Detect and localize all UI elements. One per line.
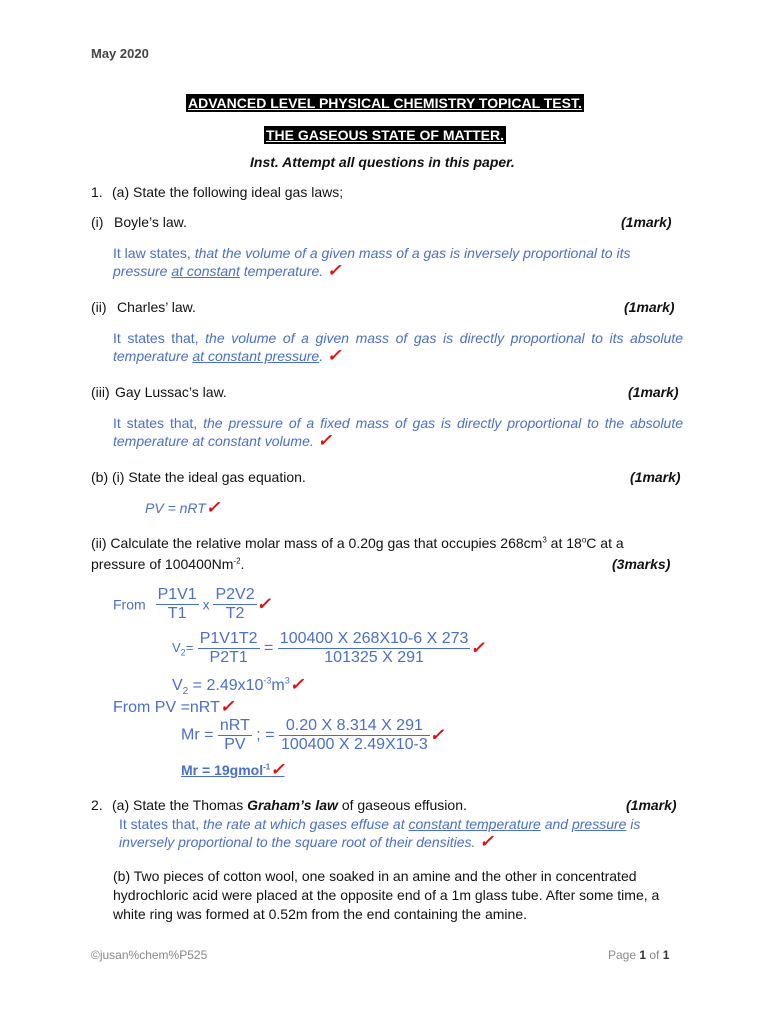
question-1-i-text: Boyle’s law. [114, 214, 187, 230]
question-1-ii-text: Charles’ law. [117, 299, 196, 315]
question-1-iii-text: Gay Lussac’s law. [115, 384, 227, 400]
question-1b-i-text: (b) (i) State the ideal gas equation. [91, 469, 306, 485]
test-title: ADVANCED LEVEL PHYSICAL CHEMISTRY TOPICAL TEST. [188, 95, 582, 111]
calc-combined-gas-law: From $\frac{P1V1}{T1}$ x $\frac{P2V2}{T2}$ ✓ [113, 586, 271, 622]
answer-grahams-law: It states that, the rate at which gases effuse at constant temperature and pressure is inversely proportional to the square root of their densities. ✓ [119, 816, 641, 851]
calc-from-pv: From PV =nRT✓ [113, 697, 235, 716]
question-1b-ii-marks: (3marks) [612, 556, 671, 572]
instruction: Inst. Attempt all questions in this paper. [250, 154, 515, 170]
tick-icon: ✓ [317, 431, 332, 450]
answer-boyles-law: It law states, that the volume of a given mass of a gas is inversely proportional to its pressure at constant temperature. ✓ [113, 245, 631, 280]
question-1b-ii-text: (ii) Calculate the relative molar mass of a 0.20g gas that occupies $268cm^3$ at 18$^o$C at a [91, 535, 624, 551]
page-number: Page 1 of 1 [608, 948, 670, 962]
answer-ideal-gas-equation: PV = nRT✓ [145, 498, 221, 517]
tick-icon: ✓ [270, 760, 285, 779]
question-1-i-marks: (1mark) [621, 214, 672, 230]
tick-icon: ✓ [289, 675, 305, 694]
question-2a-marks: (1mark) [626, 797, 677, 813]
question-1-i-label: (i) [91, 214, 104, 230]
question-1-iii-marks: (1mark) [628, 384, 679, 400]
tick-icon: ✓ [256, 594, 271, 614]
calc-v2-substitution: $V_2=$ $\frac{P1V1T2}{P2T1}$ = $\frac{100400 X 268X10-6 X 273}{101325 X 291}$ ✓ [172, 630, 485, 666]
question-2a-text: (a) State the Thomas Graham’s law of gaseous effusion. [112, 797, 467, 813]
question-1b-i-marks: (1mark) [630, 469, 681, 485]
document-date: May 2020 [91, 46, 149, 61]
question-2-number: 2. [91, 797, 103, 813]
tick-icon: ✓ [429, 725, 445, 745]
question-2b-text: (b) Two pieces of cotton wool, one soaked in an amine and the other in concentrated hydrochloric acid were placed at the opposite end of a 1m glass tube. After some time, a white ring was formed at 0.52m from the end containing the amine. [113, 868, 660, 922]
tick-icon: ✓ [205, 498, 221, 517]
answer-gay-lussac-law: It states that, the pressure of a fixed mass of gas is directly proportional to the absolute temperature at constant volume. ✓ [113, 415, 683, 450]
calc-molar-mass-result: Mr = 19gmol$^{-1}$✓ [181, 760, 285, 779]
tick-icon: ✓ [327, 346, 342, 365]
question-1-intro: (a) State the following ideal gas laws; [112, 184, 344, 200]
tick-icon: ✓ [479, 832, 494, 851]
question-1-iii-label: (iii) [91, 384, 110, 400]
calc-v2-result: $V_2$ = $2.49x10^{-3}m^3✓$ [172, 675, 305, 698]
test-subtitle: THE GASEOUS STATE OF MATTER. [266, 127, 504, 143]
question-1b-ii-text-line2: pressure of $100400Nm^{-2}$. [91, 556, 245, 572]
calc-molar-mass: Mr = nRT PV ; = $\frac{0.20 X 8.314 X 291}{100400 X 2.49X10-3}$ ✓ [181, 717, 445, 753]
question-1-ii-marks: (1mark) [624, 299, 675, 315]
footer-copyright: ©jusan%chem%P525 [91, 948, 208, 962]
question-1-ii-label: (ii) [91, 299, 107, 315]
question-1-number: 1. [91, 184, 103, 200]
tick-icon: ✓ [470, 638, 485, 658]
tick-icon: ✓ [327, 261, 342, 280]
answer-charles-law: It states that, the volume of a given mass of gas is directly proportional to its absolute temperature at constant pressure. ✓ [113, 330, 683, 365]
tick-icon: ✓ [219, 697, 235, 716]
